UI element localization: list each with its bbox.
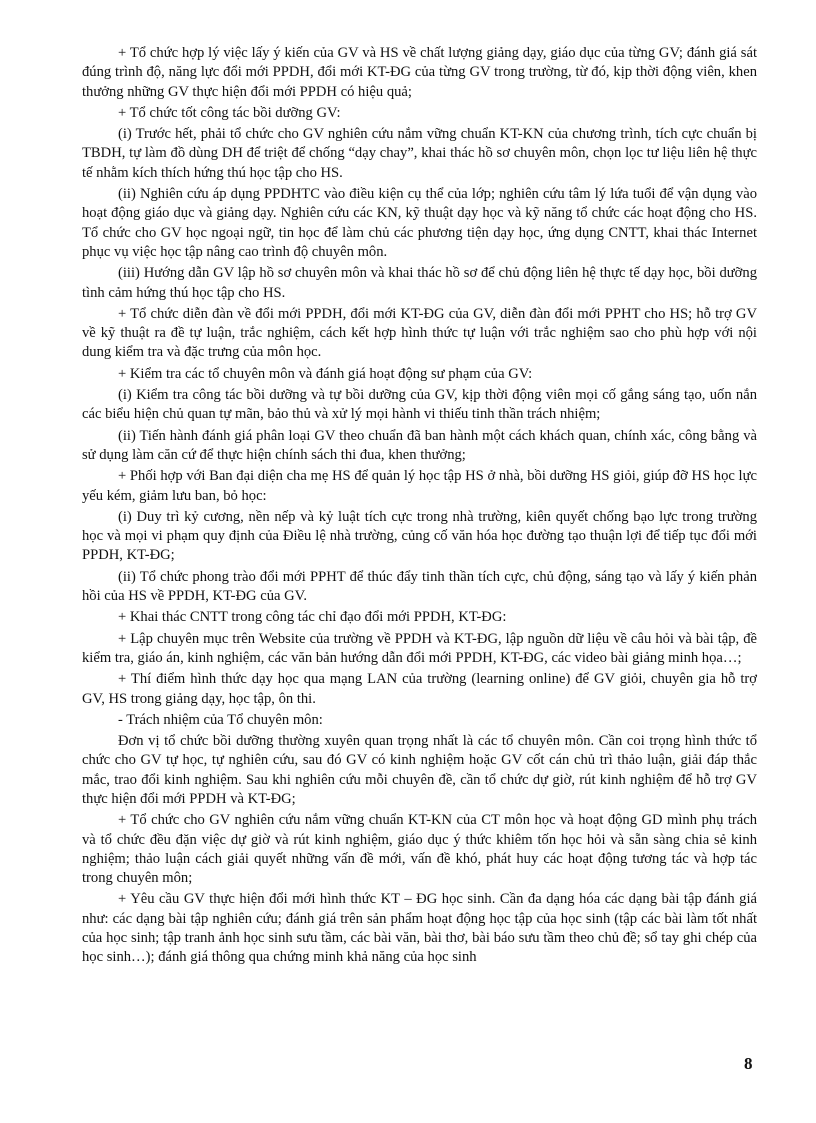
paragraph: (ii) Nghiên cứu áp dụng PPDHTC vào điều kiện cụ thể của lớp; nghiên cứu tâm lý lứa tuổi để vận dụng vào hoạt động giáo dục và giảng dạy. Nghiên cứu các KN, kỹ thuật dạy học và kỹ năng tổ chức các hoạt động cho HS. Tổ chức cho GV học ngoại ngữ, tin học để làm chủ các phương tiện dạy học, ứng dụng CNTT, khai thác Internet phục vụ việc học tập nâng cao trình độ chuyên môn. (82, 186, 757, 260)
paragraph: + Thí điểm hình thức dạy học qua mạng LAN của trường (learning online) để GV giỏi, chuyên gia hỗ trợ GV, HS trong giảng dạy, học tập, ôn thi. (82, 671, 757, 707)
page-number: 8 (744, 1054, 753, 1073)
paragraph: (i) Kiểm tra công tác bồi dưỡng và tự bồi dưỡng của GV, kịp thời động viên mọi cố gắng sáng tạo, uốn nắn các biểu hiện chủ quan tự mãn, bảo thủ và xử lý mọi hành vi thiếu tinh thần trách nhiệm; (82, 387, 757, 423)
paragraph: + Phối hợp với Ban đại diện cha mẹ HS để quản lý học tập HS ở nhà, bồi dưỡng HS giỏi, giúp đỡ HS học lực yếu kém, giảm lưu ban, bỏ học: (82, 468, 757, 504)
paragraph: Đơn vị tổ chức bồi dưỡng thường xuyên quan trọng nhất là các tổ chuyên môn. Cần coi trọng hình thức tổ chức cho GV tự học, tự nghiên cứu, sau đó GV có kinh nghiệm hoặc GV cốt cán chủ trì thảo luận, giải đáp thắc mắc, trao đổi kinh nghiệm. Sau khi nghiên cứu mỗi chuyên đề, cần tổ chức dự giờ, rút kinh nghiệm để hỗ trợ GV thực hiện đổi mới PPDH và KT-ĐG; (82, 733, 757, 807)
paragraph: (ii) Tiến hành đánh giá phân loại GV theo chuẩn đã ban hành một cách khách quan, chính xác, công bằng và sử dụng làm căn cứ để thực hiện chính sách thi đua, khen thưởng; (82, 427, 757, 463)
paragraph: + Tổ chức cho GV nghiên cứu nắm vững chuẩn KT-KN của CT môn học và hoạt động GD mình phụ trách và tổ chức đều đặn việc dự giờ và rút kinh nghiệm, giáo dục ý thức khiêm tốn học hỏi và sẵn sàng chia sẻ kinh nghiệm; thảo luận cách giải quyết những vấn đề mới, vấn đề khó, phát huy các hoạt động tương tác và hợp tác trong chuyên môn; (82, 812, 757, 887)
paragraph: - Trách nhiệm của Tổ chuyên môn: (118, 711, 323, 728)
paragraph: + Yêu cầu GV thực hiện đổi mới hình thức KT – ĐG học sinh. Cần đa dạng hóa các dạng bài tập đánh giá như: các dạng bài tập nghiên cứu; đánh giá trên sản phẩm hoạt động học tập của học sinh (tập các bài làm tốt nhất của học sinh; tập tranh ảnh học sinh sưu tầm, các bài văn, bài thơ, bài báo sưu tầm theo chủ đề; sổ tay ghi chép của học sinh…); đánh giá thông qua chứng minh khả năng của học sinh (82, 891, 757, 966)
paragraph: + Khai thác CNTT trong công tác chỉ đạo đổi mới PPDH, KT-ĐG: (118, 609, 507, 626)
paragraph: + Lập chuyên mục trên Website của trường về PPDH và KT-ĐG, lập nguồn dữ liệu về câu hỏi và bài tập, đề kiểm tra, giáo án, kinh nghiệm, các văn bản hướng dẫn đổi mới PPDH, KT-ĐG, các video bài giảng minh họa…; (82, 630, 757, 666)
paragraph: (ii) Tổ chức phong trào đổi mới PPHT để thúc đẩy tinh thần tích cực, chủ động, sáng tạo và lấy ý kiến phản hồi của HS về PPDH, KT-ĐG của GV. (82, 568, 757, 605)
paragraph: (i) Trước hết, phải tổ chức cho GV nghiên cứu nắm vững chuẩn KT-KN của chương trình, tích cực chuẩn bị TBDH, tự làm đồ dùng DH để triệt để chống “dạy chay”, khai thác hồ sơ chuyên môn, chọn lọc tư liệu liên hệ thực tế nhằm kích thích hứng thú học tập cho HS. (82, 126, 757, 181)
paragraph: + Tổ chức hợp lý việc lấy ý kiến của GV và HS về chất lượng giảng dạy, giáo dục của từng GV; đánh giá sát đúng trình độ, năng lực đổi mới PPDH, đổi mới KT-ĐG của từng GV trong trường, từ đó, kịp thời động viên, khen thưởng những GV thực hiện đổi mới PPDH có hiệu quả; (82, 45, 757, 100)
paragraph: + Tổ chức diễn đàn về đổi mới PPDH, đổi mới KT-ĐG của GV, diễn đàn đổi mới PPHT cho HS; hỗ trợ GV về kỹ thuật ra đề tự luận, trắc nghiệm, cách kết hợp hình thức tự luận với trắc nghiệm sao cho phù hợp với nội dung kiểm tra và đặc trưng của môn học. (82, 305, 757, 361)
paragraph: (iii) Hướng dẫn GV lập hồ sơ chuyên môn và khai thác hồ sơ để chủ động liên hệ thực tế dạy học, bồi dưỡng tình cảm hứng thú học tập cho HS. (82, 265, 757, 301)
paragraph: (i) Duy trì kỷ cương, nền nếp và kỷ luật tích cực trong nhà trường, kiên quyết chống bạo lực trong trường học và mọi vi phạm quy định của Điều lệ nhà trường, củng cố văn hóa học đường tạo thuận lợi để tiếp tục đổi mới PPDH, KT-ĐG; (82, 508, 757, 564)
document-page (82, 44, 757, 970)
paragraph: + Kiểm tra các tổ chuyên môn và đánh giá hoạt động sư phạm của GV: (118, 365, 533, 382)
paragraph: + Tổ chức tốt công tác bồi dưỡng GV: (118, 104, 341, 121)
